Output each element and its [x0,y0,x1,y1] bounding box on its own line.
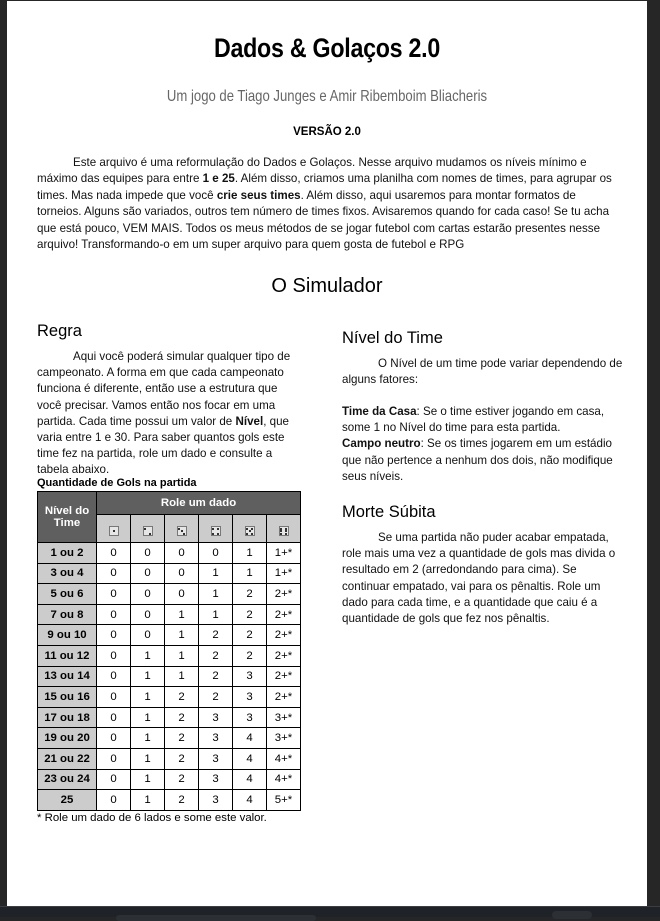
intro-bold-2: crie seus times [216,188,301,202]
goal-value-cell: 4+* [267,748,301,769]
row-label: 23 ou 24 [38,769,97,790]
goal-value-cell: 2 [165,769,199,790]
goal-value-cell: 0 [97,728,131,749]
goal-value-cell: 0 [131,625,165,646]
goal-value-cell: 3 [233,666,267,687]
dice-header-cell [131,515,165,543]
goal-value-cell: 5+* [267,790,301,811]
dice-header-cell [267,515,301,543]
goal-value-cell: 0 [97,748,131,769]
goal-value-cell: 2 [199,625,233,646]
goal-value-cell: 0 [97,687,131,708]
goals-table [37,491,301,811]
document-page [7,1,647,906]
casa-text: : Se o time estiver jogando em casa, some 1 no Nível do time para esta partida. [342,405,605,435]
goal-value-cell: 0 [97,707,131,728]
goal-value-cell: 1 [131,790,165,811]
goal-value-cell: 1 [199,563,233,584]
die-face-6-icon [279,526,289,536]
goal-value-cell: 1+* [267,543,301,564]
goal-value-cell: 3 [233,687,267,708]
goal-value-cell: 1 [131,666,165,687]
goal-value-cell: 1 [131,707,165,728]
die-face-5-icon [245,526,255,536]
goal-value-cell: 2 [165,728,199,749]
morte-subita-paragraph [342,530,624,627]
goal-value-cell: 1 [165,666,199,687]
morte-subita-text: Se uma partida não puder acabar empatada, role mais uma vez a quantidade de gols mas divida o resultado em 2 (arredondando para cima). Se continuar empatado, vai para os pênaltis. Role um dado para cada time, e a quantidade que caiu é a quantidade de gols que fez nos pênaltis. [342,531,616,626]
document-title: Dados & Golaços 2.0 [213,33,441,63]
goal-value-cell: 0 [131,604,165,625]
row-label: 5 ou 6 [38,584,97,605]
goal-value-cell: 0 [97,790,131,811]
version-label: VERSÃO 2.0 [293,126,361,138]
die-face-4-icon [211,526,221,536]
goal-value-cell: 4 [233,748,267,769]
goal-value-cell: 1 [131,728,165,749]
table-row [38,666,301,687]
goal-value-cell: 3 [199,728,233,749]
goal-value-cell: 2 [199,666,233,687]
goal-value-cell: 1 [199,604,233,625]
table-row [38,563,301,584]
goal-value-cell: 0 [97,584,131,605]
goal-value-cell: 0 [97,563,131,584]
dice-header-cell [165,515,199,543]
goal-value-cell: 0 [199,543,233,564]
neutro-label: Campo neutro [342,437,421,451]
goal-value-cell: 2+* [267,687,301,708]
row-label: 13 ou 14 [38,666,97,687]
goal-value-cell: 3 [199,790,233,811]
goal-value-cell: 0 [165,543,199,564]
goal-value-cell: 0 [97,604,131,625]
intro-bold-1: 1 e 25 [202,172,235,186]
regra-heading: Regra [37,322,82,340]
row-label: 21 ou 22 [38,748,97,769]
goal-value-cell: 2 [233,625,267,646]
row-label: 17 ou 18 [38,707,97,728]
goal-value-cell: 2 [233,645,267,666]
document-subtitle: Um jogo de Tiago Junges e Amir Ribemboim Bliacheris [166,88,488,105]
goal-value-cell: 1 [131,645,165,666]
goal-value-cell: 3+* [267,728,301,749]
goal-value-cell: 0 [97,543,131,564]
regra-text-1: Aqui você poderá simular qualquer tipo de campeonato. A forma em que cada campeonato funciona é diferente, então use a estrutura que você precisar. Vamos então nos focar em uma partida. Cada time possui um valor de [37,350,291,428]
goal-value-cell: 1 [131,748,165,769]
nivel-intro [342,356,624,388]
casa-label: Time da Casa [342,405,417,418]
goal-value-cell: 2+* [267,604,301,625]
regra-paragraph [37,349,305,479]
table-row [38,769,301,790]
row-label: 3 ou 4 [38,563,97,584]
intro-text-2: . Além disso, criamos uma planilha com nomes de times, para agrupar os times. Mas nada impede que você [37,172,612,202]
row-label: 15 ou 16 [38,687,97,708]
nivel-header: Nível do Time [38,492,97,543]
table-row [38,790,301,811]
goal-value-cell: 1 [199,584,233,605]
dice-header-cell [199,515,233,543]
table-row [38,604,301,625]
row-label: 7 ou 8 [38,604,97,625]
goal-value-cell: 4 [233,790,267,811]
row-label: 9 ou 10 [38,625,97,646]
intro-text-3: . Além disso, aqui usaremos para montar formatos de torneios. Alguns são variados, outros tem número de times fixos. Avisaremos quando for cada caso! Se tu acha que está pouco, VEM MAIS. Todos os meus métodos de se jogar futebol com cartas estarão presentes nesse arquivo! Transformando-o em um super arquivo para quem gosta de futebol e RPG [37,188,610,252]
table-row [38,728,301,749]
die-face-1-icon [109,526,119,536]
goal-value-cell: 1 [165,604,199,625]
goal-value-cell: 1 [233,563,267,584]
goal-value-cell: 1+* [267,563,301,584]
goal-value-cell: 1 [165,645,199,666]
dice-header-cell [97,515,131,543]
nivel-intro-text: O Nível de um time pode variar dependendo de alguns fatores: [342,357,623,387]
table-row [38,584,301,605]
goal-value-cell: 0 [97,769,131,790]
goal-value-cell: 0 [165,584,199,605]
goal-value-cell: 1 [131,769,165,790]
regra-text-2: , que varia entre 1 e 30. Para saber quantos gols este time fez na partida, role um dado e consulte a tabela abaixo. [37,414,289,477]
goal-value-cell: 3 [233,707,267,728]
goal-value-cell: 0 [165,563,199,584]
goal-value-cell: 2 [165,707,199,728]
goal-value-cell: 0 [97,625,131,646]
table-row [38,625,301,646]
neutro-text: : Se os times jogarem em um estádio que não pertence a nenhum dos dois, não modifique seus níveis. [342,437,613,483]
table-caption: Quantidade de Gols na partida [37,477,197,489]
goal-value-cell: 2+* [267,645,301,666]
table-row [38,707,301,728]
goal-value-cell: 2 [233,584,267,605]
die-face-2-icon [143,526,153,536]
goal-value-cell: 4+* [267,769,301,790]
goal-value-cell: 2+* [267,584,301,605]
goal-value-cell: 3 [199,769,233,790]
table-row [38,645,301,666]
dice-header: Role um dado [97,492,301,515]
table-row [38,543,301,564]
table-row [38,687,301,708]
morte-subita-heading: Morte Súbita [342,503,436,521]
goal-value-cell: 0 [97,645,131,666]
goal-value-cell: 2 [165,687,199,708]
regra-bold: Nível [235,414,264,428]
table-row [38,748,301,769]
goal-value-cell: 2 [165,790,199,811]
viewer-bottom-bar [0,906,660,917]
row-label: 19 ou 20 [38,728,97,749]
goal-value-cell: 0 [131,543,165,564]
goal-value-cell: 4 [233,728,267,749]
goal-value-cell: 3+* [267,707,301,728]
goal-value-cell: 1 [131,687,165,708]
nivel-factors [342,404,624,485]
goal-value-cell: 0 [131,584,165,605]
goal-value-cell: 3 [199,707,233,728]
goal-value-cell: 0 [97,666,131,687]
goal-value-cell: 2+* [267,625,301,646]
intro-paragraph [37,155,619,253]
goal-value-cell: 1 [233,543,267,564]
dice-header-cell [233,515,267,543]
goal-value-cell: 2 [199,645,233,666]
goal-value-cell: 0 [131,563,165,584]
section-title: O Simulador [271,275,383,297]
row-label: 1 ou 2 [38,543,97,564]
row-label: 11 ou 12 [38,645,97,666]
goal-value-cell: 1 [165,625,199,646]
nivel-heading: Nível do Time [342,329,443,347]
goal-value-cell: 3 [199,748,233,769]
goal-value-cell: 2+* [267,666,301,687]
goal-value-cell: 4 [233,769,267,790]
goal-value-cell: 2 [199,687,233,708]
goal-value-cell: 2 [165,748,199,769]
row-label: 25 [38,790,97,811]
intro-text-1: Este arquivo é uma reformulação do Dados e Golaços. Nesse arquivo mudamos os níveis mínimo e máximo das equipes para entre [37,156,587,186]
table-footnote: * Role um dado de 6 lados e some este valor. [37,812,267,824]
die-face-3-icon [177,526,187,536]
table-body [38,543,301,811]
toolbar-button[interactable] [552,911,592,919]
goal-value-cell: 2 [233,604,267,625]
